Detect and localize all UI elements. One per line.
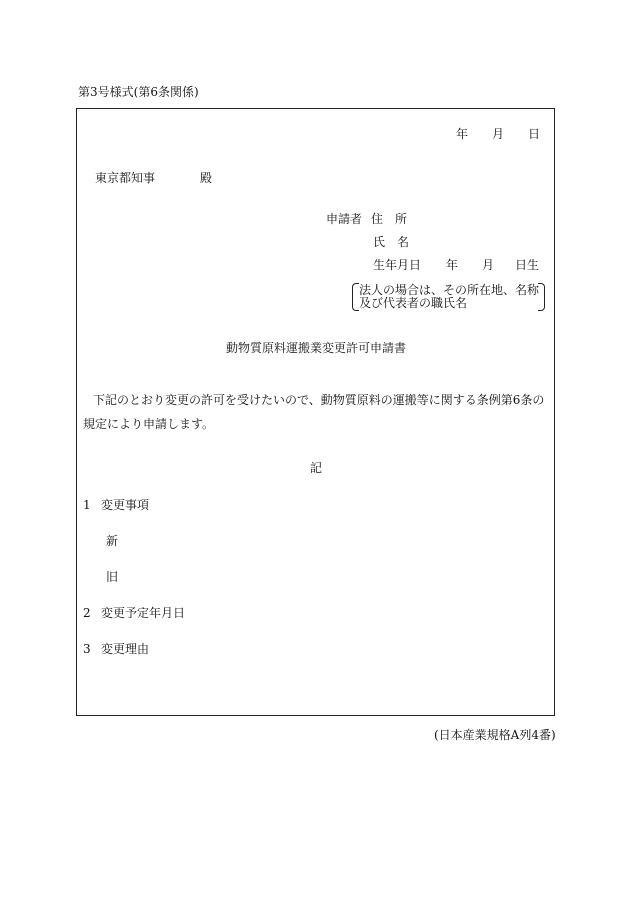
item2-number: 2 <box>83 606 91 620</box>
old-label: 旧 <box>106 570 119 584</box>
left-bracket <box>352 283 359 311</box>
body-paragraph <box>83 388 553 436</box>
paper-size-note: (日本産業規格A列4番) <box>434 728 556 742</box>
address-label: 住 所 <box>371 212 408 226</box>
applicant-label: 申請者 <box>326 212 363 226</box>
addressee-name: 東京都知事 <box>95 171 156 185</box>
right-bracket <box>538 283 545 311</box>
date-day: 日 <box>528 127 541 141</box>
date-year: 年 <box>456 127 469 141</box>
item2-label: 変更予定年月日 <box>101 606 186 620</box>
corporate-note <box>359 284 539 310</box>
birth-year: 年 <box>446 258 459 272</box>
item3-number: 3 <box>83 642 91 656</box>
item1-number: 1 <box>83 498 91 512</box>
item1-label: 変更事項 <box>101 498 150 512</box>
corporate-note-line2: 及び代表者の職氏名 <box>359 296 468 310</box>
item3-label: 変更理由 <box>101 642 150 656</box>
date-month: 月 <box>492 127 505 141</box>
birth-day: 日生 <box>515 258 540 272</box>
new-label: 新 <box>106 534 119 548</box>
addressee-honorific: 殿 <box>200 171 213 185</box>
corporate-note-line1: 法人の場合は、その所在地、名称 <box>359 283 540 297</box>
birth-month: 月 <box>482 258 495 272</box>
body-text: 下記のとおり変更の許可を受けたいので、動物質原料の運搬等に関する条例第6条の規定により申請します。 <box>83 393 545 431</box>
birth-label: 生年月日 <box>373 258 422 272</box>
name-label: 氏 名 <box>373 235 410 249</box>
form-number: 第3号様式(第6条関係) <box>78 85 199 99</box>
ki-heading: 記 <box>310 461 323 475</box>
document-title: 動物質原料運搬業変更許可申請書 <box>226 341 407 355</box>
